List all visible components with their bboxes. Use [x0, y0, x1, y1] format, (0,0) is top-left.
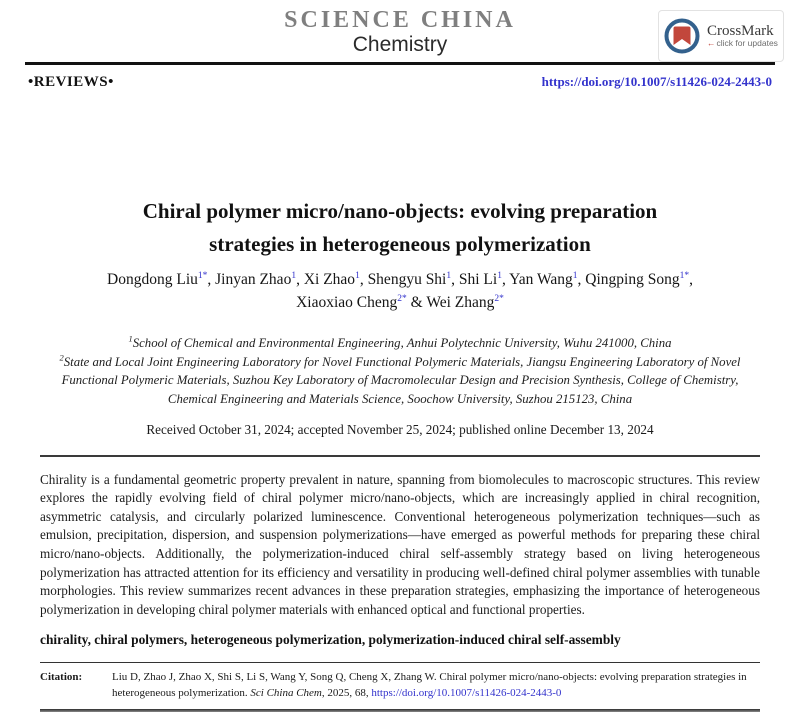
crossmark-tagline	[707, 39, 778, 48]
author-affiliation-sup: 1	[355, 270, 360, 281]
abstract-text: Chirality is a fundamental geometric property prevalent in nature, spanning from biomolecules to macroscopic structures. This review explores the rapidly evolving field of chiral polymer micro/nano-objects, which are increasingly applied in chiral recognition, asymmetric catalysis, and circularly polarized luminescence. Conventional heterogeneous polymerization techniques—such as emulsion, precipitation, dispersion, and suspension polymerizations—have emerged as powerful methods for preparing these chiral micro/nano-objects. Additionally, the polymerization-induced chiral self-assembly strategy based on living heterogeneous polymerization has attracted attention for its efficiency and versatility in producing well-defined chiral polymer assemblies with tunable morphologies. This review summarizes recent advances in these preparation strategies, emphasizing the importance of heterogeneous polymerization in developing chiral polymer materials with enhanced optical and functional properties.	[40, 471, 760, 617]
keywords-line: chirality, chiral polymers, heterogeneous polymerization, polymerization-induced chiral self-assembly	[40, 632, 621, 648]
abstract-top-rule	[40, 455, 760, 457]
author-affiliation-sup: 1	[572, 270, 578, 281]
author-name: Jinyan Zhao	[215, 271, 292, 289]
author-line-2: Xiaoxiao Cheng$^{2*}$ & Wei Zhang$^{2*}$	[296, 293, 504, 311]
crossmark-widget[interactable]	[658, 10, 784, 62]
crossmark-title: CrossMark	[707, 22, 774, 39]
affiliation-item	[52, 353, 748, 409]
citation-label: Citation:	[40, 671, 83, 684]
affiliation-item	[52, 334, 748, 353]
citation-journal-name: Sci China Chem	[250, 686, 322, 699]
author-name: Wei Zhang	[426, 293, 495, 311]
citation-bottom-rule	[40, 709, 760, 712]
author-affiliation-sup: 1*	[679, 270, 690, 281]
citation-block	[40, 662, 760, 709]
author-name: Xiaoxiao Cheng	[296, 293, 398, 311]
journal-subtitle: Chemistry	[352, 33, 448, 57]
author-name: Xi Zhao	[303, 271, 356, 289]
author-affiliation-sup: 1*	[197, 270, 208, 281]
article-type-label: •REVIEWS•	[28, 74, 114, 90]
affiliation-text: School of Chemical and Environmental Engineering, Anhui Polytechnic University, Wuhu 241000, China	[132, 336, 672, 351]
author-name: Shi Li	[458, 271, 498, 289]
journal-name: SCIENCE CHINA	[284, 7, 516, 33]
author-affiliation-sup: 2*	[494, 293, 504, 304]
citation-doi-link[interactable]: https://doi.org/10.1007/s11426-024-2443-0	[371, 686, 562, 699]
doi-link[interactable]: https://doi.org/10.1007/s11426-024-2443-0	[541, 74, 772, 89]
author-name: Shengyu Shi	[367, 271, 447, 289]
crossmark-text	[707, 24, 778, 49]
arrow-left-icon: ←	[707, 38, 716, 49]
article-title-line1: Chiral polymer micro/nano-objects: evolving preparation	[142, 199, 658, 223]
author-name: Qingping Song	[585, 271, 680, 289]
author-affiliation-sup: 2*	[397, 293, 407, 304]
article-dates: Received October 31, 2024; accepted November 25, 2024; published online December 13, 2024	[146, 422, 654, 438]
journal-header	[0, 0, 800, 62]
author-name: Dongdong Liu	[107, 271, 198, 289]
affiliation-text: State and Local Joint Engineering Laboratory for Novel Functional Polymeric Materials, Jiangsu Engineering Laboratory of Novel Functional Polymeric Materials, Suzhou Key Laboratory of Macromolecular Design and Precision Synthesis, College of Chemistry, Chemical Engineering and Materials Science, Soochow University, Suzhou 215123, China	[61, 354, 741, 406]
affiliation-sup: 1	[128, 333, 133, 344]
affiliations	[52, 334, 748, 408]
citation-suffix: , 2025, 68,	[321, 686, 372, 699]
author-list	[0, 269, 800, 314]
citation-row	[40, 670, 760, 701]
article-title	[0, 195, 800, 260]
header-rule	[25, 62, 775, 65]
affiliation-sup: 2	[59, 352, 64, 363]
author-name: Yan Wang	[509, 271, 573, 289]
crossmark-tagline-text: click for updates	[716, 38, 778, 49]
meta-row	[28, 74, 772, 91]
author-line-1: Dongdong Liu$^{1*}$, Jinyan Zhao$^1$, Xi Zhao$^1$, Shengyu Shi$^1$, Shi Li$^1$, Yan Wang$^1$, Qingping Song$^{1*}$,	[107, 270, 693, 289]
author-affiliation-sup: 1	[291, 270, 297, 281]
author-affiliation-sup: 1	[446, 270, 452, 281]
citation-text: Liu D, Zhao J, Zhao X, Shi S, Li S, Wang Y, Song Q, Cheng X, Zhang W. Chiral polymer micro/nano-objects: evolving preparation strategies in heterogeneous polymerization.	[112, 671, 747, 699]
citation-body	[112, 670, 760, 701]
article-title-line2: strategies in heterogeneous polymerization	[209, 231, 591, 256]
crossmark-logo-icon	[663, 16, 701, 56]
author-affiliation-sup: 1	[497, 270, 502, 281]
